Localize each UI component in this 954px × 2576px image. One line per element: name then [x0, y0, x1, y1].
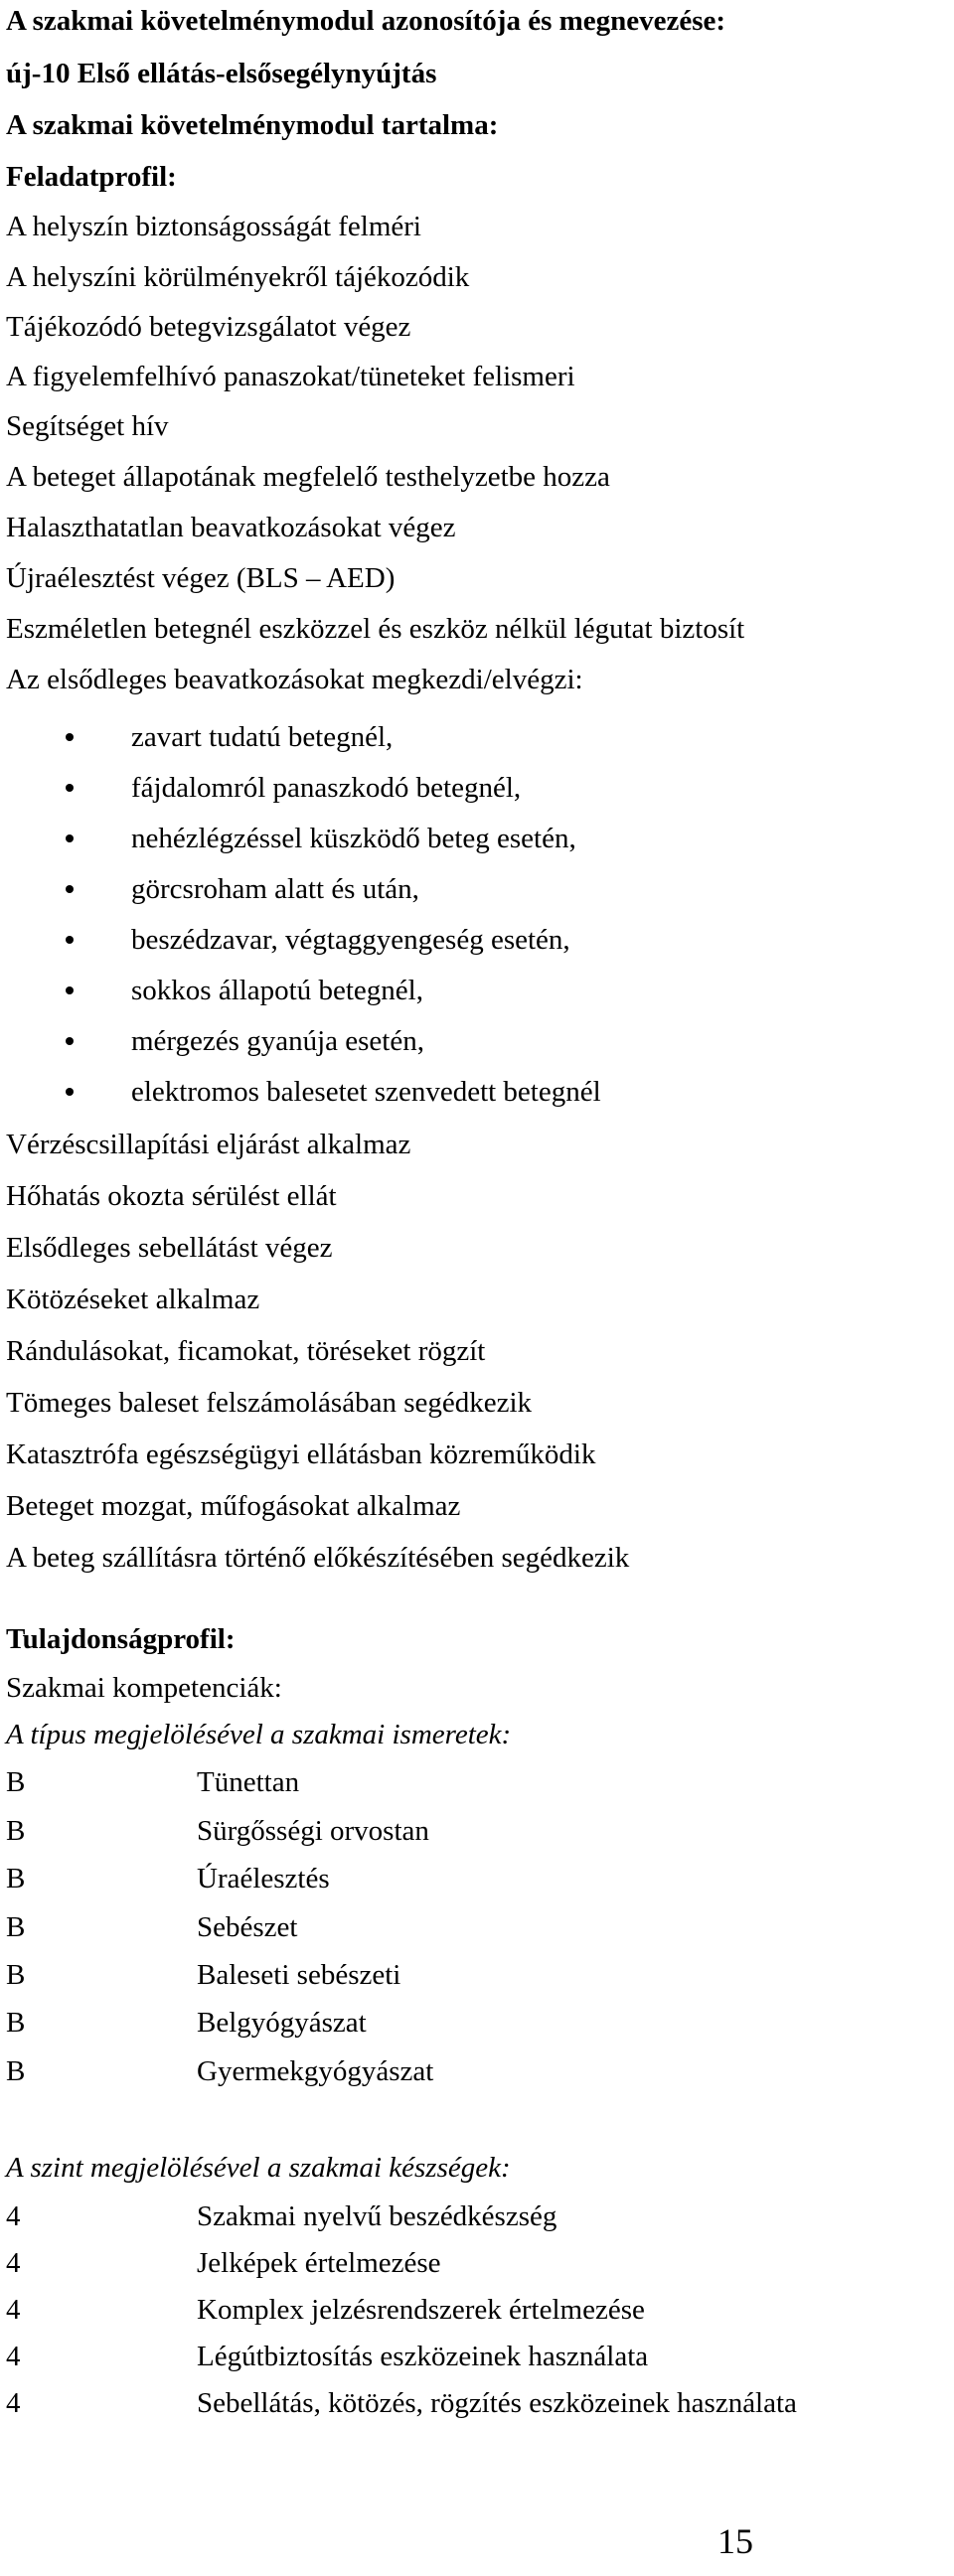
bullet-dot [66, 784, 74, 792]
skill-name: Légútbiztosítás eszközeinek használata [197, 2341, 649, 2372]
knowledge-code: B [6, 2055, 26, 2087]
competencies-label: Szakmai kompetenciák: [6, 1672, 282, 1704]
bullet-dot [66, 986, 74, 994]
skills-label: A szint megjelölésével a szakmai készségek: [6, 2152, 511, 2184]
knowledge-code: B [6, 2007, 26, 2039]
bullet-dot [66, 936, 74, 944]
module-name: új-10 Első ellátás-elsősegélynyújtás [6, 58, 437, 89]
task-profile-heading: Feladatprofil: [6, 161, 177, 193]
bullet-item: görcsroham alatt és után, [131, 873, 419, 905]
bullet-item: beszédzavar, végtaggyengeség esetén, [131, 924, 570, 956]
task-item: A figyelemfelhívó panaszokat/tüneteket felismeri [6, 361, 575, 392]
task-item: Tájékozódó betegvizsgálatot végez [6, 311, 411, 343]
property-profile-heading: Tulajdonságprofil: [6, 1623, 236, 1655]
task-item: Elsődleges sebellátást végez [6, 1232, 333, 1264]
task-item: Hőhatás okozta sérülést ellát [6, 1180, 337, 1212]
knowledge-name: Sürgősségi orvostan [197, 1815, 429, 1847]
skill-level: 4 [6, 2387, 21, 2419]
knowledge-code: B [6, 1959, 26, 1991]
task-item: Beteget mozgat, műfogásokat alkalmaz [6, 1490, 461, 1522]
bullet-dot [66, 885, 74, 893]
knowledge-name: Gyermekgyógyászat [197, 2055, 434, 2087]
bullet-item: elektromos balesetet szenvedett betegnél [131, 1076, 601, 1108]
skill-name: Szakmai nyelvű beszédkészség [197, 2200, 557, 2232]
task-item: Vérzéscsillapítási eljárást alkalmaz [6, 1129, 411, 1160]
task-item: A beteget állapotának megfelelő testhelyzetbe hozza [6, 461, 610, 493]
task-item: Újraélesztést végez (BLS – AED) [6, 562, 396, 594]
knowledge-code: B [6, 1911, 26, 1943]
bullet-dot [66, 1037, 74, 1045]
bullet-dot [66, 733, 74, 741]
knowledge-code: B [6, 1863, 26, 1894]
task-item: Tömeges baleset felszámolásában segédkezik [6, 1387, 533, 1419]
task-item: Katasztrófa egészségügyi ellátásban közreműködik [6, 1439, 596, 1470]
knowledge-code: B [6, 1815, 26, 1847]
task-item: A beteg szállításra történő előkészítésében segédkezik [6, 1542, 630, 1574]
skill-level: 4 [6, 2294, 21, 2326]
knowledge-code: B [6, 1766, 26, 1798]
task-item: Az elsődleges beavatkozásokat megkezdi/elvégzi: [6, 664, 583, 695]
bullet-dot [66, 834, 74, 842]
knowledge-name: Tünettan [197, 1766, 300, 1798]
module-content-heading: A szakmai követelménymodul tartalma: [6, 109, 499, 141]
task-item: A helyszín biztonságosságát felméri [6, 211, 421, 242]
task-item: Rándulásokat, ficamokat, töréseket rögzít [6, 1335, 486, 1367]
skill-name: Jelképek értelmezése [197, 2247, 441, 2279]
task-item: Halaszthatatlan beavatkozásokat végez [6, 512, 456, 543]
task-item: Kötözéseket alkalmaz [6, 1284, 260, 1315]
bullet-item: fájdalomról panaszkodó betegnél, [131, 772, 522, 804]
module-id-heading: A szakmai követelménymodul azonosítója és megnevezése: [6, 5, 726, 37]
bullet-item: nehézlégzéssel küszködő beteg esetén, [131, 823, 576, 854]
skill-name: Komplex jelzésrendszerek értelmezése [197, 2294, 645, 2326]
bullet-item: zavart tudatú betegnél, [131, 721, 394, 753]
bullet-item: mérgezés gyanúja esetén, [131, 1025, 424, 1057]
skill-level: 4 [6, 2200, 21, 2232]
task-item: A helyszíni körülményekről tájékozódik [6, 261, 470, 293]
bullet-item: sokkos állapotú betegnél, [131, 975, 423, 1006]
knowledge-name: Sebészet [197, 1911, 298, 1943]
knowledge-label: A típus megjelölésével a szakmai ismeretek: [6, 1719, 512, 1750]
bullet-dot [66, 1088, 74, 1096]
skill-level: 4 [6, 2247, 21, 2279]
task-item: Eszméletlen betegnél eszközzel és eszköz nélkül légutat biztosít [6, 613, 745, 645]
skill-name: Sebellátás, kötözés, rögzítés eszközeinek használata [197, 2387, 797, 2419]
page-number: 15 [717, 2521, 753, 2561]
task-item: Segítséget hív [6, 410, 169, 442]
skill-level: 4 [6, 2341, 21, 2372]
knowledge-name: Belgyógyászat [197, 2007, 367, 2039]
knowledge-name: Úraélesztés [197, 1863, 330, 1894]
knowledge-name: Baleseti sebészeti [197, 1959, 401, 1991]
